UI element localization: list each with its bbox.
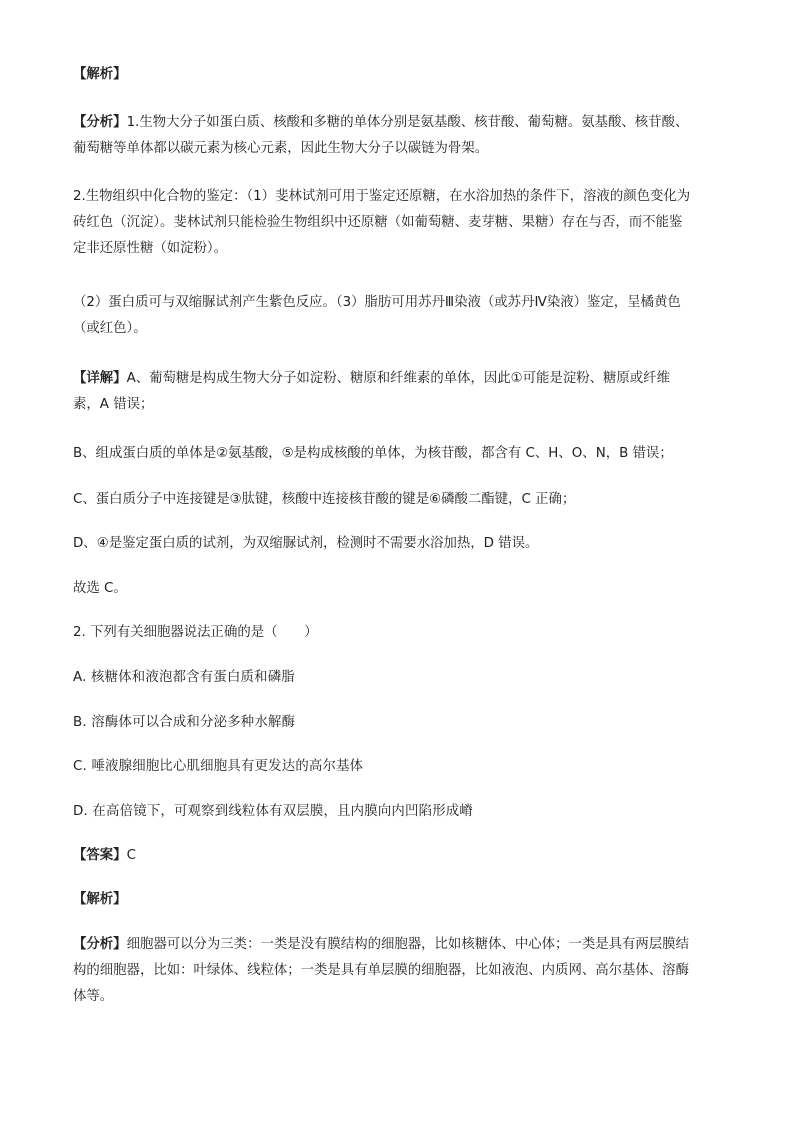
text-line: D. 在高倍镜下，可观察到线粒体有双层膜，且内膜向内凹陷形成嵴 bbox=[73, 804, 473, 819]
paragraph-detail-c bbox=[73, 487, 723, 513]
question-stem bbox=[73, 620, 723, 646]
option-d bbox=[73, 799, 723, 825]
text-line: 葡萄糖等单体都以碳元素为核心元素，因此生物大分子以碳链为骨架。 bbox=[73, 141, 489, 156]
paragraph-conclusion bbox=[73, 576, 723, 602]
text-line: 2.生物组织中化合物的鉴定：（1）斐林试剂可用于鉴定还原糖，在水浴加热的条件下，溶液的颜色变化为 bbox=[73, 189, 691, 204]
text-line: B、组成蛋白质的单体是②氨基酸，⑤是构成核酸的单体，为核苷酸，都含有 C、H、O、N，B 错误； bbox=[73, 446, 673, 461]
label-fenxi: 【分析】 bbox=[73, 115, 127, 130]
text-line: 1.生物大分子如蛋白质、核酸和多糖的单体分别是氨基酸、核苷酸、葡萄糖。氨基酸、核苷酸、 bbox=[126, 115, 689, 130]
text-line: 体等。 bbox=[73, 989, 114, 1004]
paragraph-identification bbox=[73, 184, 723, 262]
text-line: 细胞器可以分为三类：一类是没有膜结构的细胞器，比如核糖体、中心体；一类是具有两层膜结 bbox=[126, 937, 689, 952]
text-line: （2）蛋白质可与双缩脲试剂产生紫色反应。（3）脂肪可用苏丹Ⅲ染液（或苏丹Ⅳ染液）鉴定，呈橘黄色 bbox=[73, 295, 681, 310]
paragraph-detail-b bbox=[73, 441, 723, 467]
paragraph-analysis-1 bbox=[73, 110, 723, 162]
paragraph-detail-a bbox=[73, 366, 723, 418]
option-a bbox=[73, 665, 723, 691]
text-line: A. 核糖体和液泡都含有蛋白质和磷脂 bbox=[73, 670, 295, 685]
paragraph-protein-fat bbox=[73, 290, 723, 342]
text-line: 定非还原性糖（如淀粉）。 bbox=[73, 241, 227, 256]
text-line: （或红色）。 bbox=[73, 321, 147, 336]
text-line: 砖红色（沉淀）。斐林试剂只能检验生物组织中还原糖（如葡萄糖、麦芽糖、果糖）存在与否，而不能鉴 bbox=[73, 215, 683, 230]
text-line: 2. 下列有关细胞器说法正确的是（ ） bbox=[73, 625, 318, 640]
paragraph-organelle-analysis bbox=[73, 932, 723, 1010]
option-b bbox=[73, 710, 723, 736]
label-jiexi: 【解析】 bbox=[73, 892, 127, 907]
label-fenxi: 【分析】 bbox=[73, 937, 127, 952]
text-line: B. 溶酶体可以合成和分泌多种水解酶 bbox=[73, 715, 296, 730]
paragraph-detail-d bbox=[73, 531, 723, 557]
label-jiexi: 【解析】 bbox=[73, 67, 127, 82]
text-line: 故选 C。 bbox=[73, 581, 127, 596]
text-line: A、葡萄糖是构成生物大分子如淀粉、糖原和纤维素的单体，因此①可能是淀粉、糖原或纤维 bbox=[126, 371, 670, 386]
option-c bbox=[73, 754, 723, 780]
label-xiangjie: 【详解】 bbox=[73, 371, 127, 386]
text-line: 构的细胞器，比如：叶绿体、线粒体；一类是具有单层膜的细胞器，比如液泡、内质网、高尔基体、溶酶 bbox=[73, 963, 689, 978]
text-line: C、蛋白质分子中连接键是③肽键，核酸中连接核苷酸的键是⑥磷酸二酯键，C 正确； bbox=[73, 492, 576, 507]
label-daan: 【答案】 bbox=[73, 848, 127, 863]
section-label-analysis-2 bbox=[73, 887, 723, 913]
answer-value: C bbox=[126, 848, 136, 863]
section-label-analysis-header bbox=[73, 62, 723, 88]
text-line: D、④是鉴定蛋白质的试剂，为双缩脲试剂，检测时不需要水浴加热，D 错误。 bbox=[73, 536, 539, 551]
text-line: 素，A 错误； bbox=[73, 397, 154, 412]
text-line: C. 唾液腺细胞比心肌细胞具有更发达的高尔基体 bbox=[73, 759, 364, 774]
answer-line bbox=[73, 843, 723, 869]
